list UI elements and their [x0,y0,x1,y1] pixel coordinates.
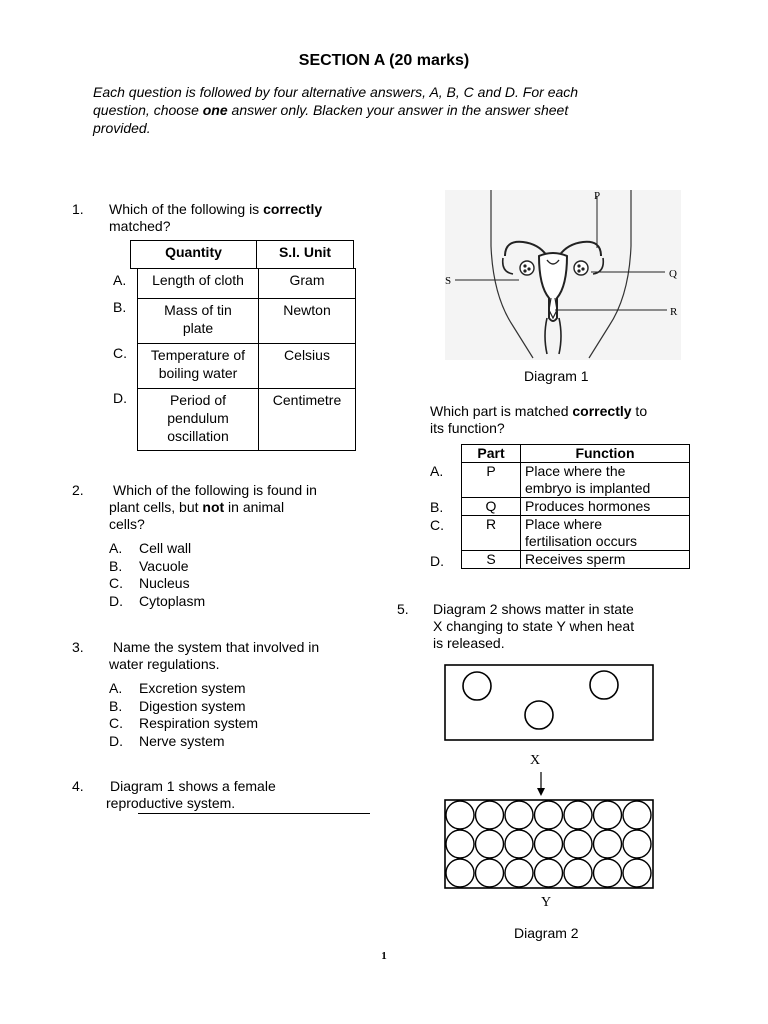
packed-particle [446,830,474,858]
q1-row-b-unit: Newton [259,299,356,344]
arrow-head [537,788,545,796]
particle [525,701,553,729]
q5-number: 5. [397,601,409,617]
q4-header-part: Part [462,445,521,463]
packed-particle [564,801,592,829]
q1-options-table [137,268,356,451]
q4-row-c: R Place where fertilisation occurs [462,516,690,551]
diagram-1-label-q: Q [669,268,677,280]
instructions [93,83,653,137]
q1-row-a-quantity: Length of cloth [138,269,259,299]
q1-row-a [138,269,356,299]
packed-particle [446,859,474,887]
diagram-1-caption: Diagram 1 [524,368,589,384]
q4-underline [138,813,370,814]
q4-row-a: P Place where the embryo is implanted [462,463,690,498]
packed-particle [623,830,651,858]
q3-option-b[interactable]: B. Digestion system [109,697,246,714]
q2-option-a[interactable]: A. Cell wall [109,540,192,556]
q1-row-c [138,344,356,389]
q2-number: 2. [72,482,84,498]
q1-row-d [138,389,356,451]
q4-letter-c: C. [430,517,444,533]
q1-letter-b: B. [113,299,127,315]
q1-row-c-unit: Celsius [259,344,356,389]
q4-question: Which part is matched correctly to its function? [430,403,648,436]
q3-stem: Name the system that involved in water regulations. [109,639,320,672]
q2-stem: Which of the following is found in plant cells, but not in animal cells? [109,482,317,532]
q4-letter-b: B. [430,499,444,515]
instructions-line-1: Each question is followed by four alternative answers, A, B, C and D. For each [93,84,579,100]
q5-stem: Diagram 2 shows matter in state X changing to state Y when heat is released. [433,601,635,651]
diagram-1-label-p: P [594,190,601,202]
packed-particle [535,801,563,829]
q4-letter-a: A. [430,463,444,479]
packed-particle [535,830,563,858]
diagram-1-reproductive-system [443,186,683,362]
q2-option-b[interactable]: B. Vacuole [109,557,189,574]
section-title: SECTION A (20 marks) [298,52,470,69]
q2-option-c[interactable]: C. Nucleus [109,575,190,591]
packed-particle [564,859,592,887]
packed-particle [594,859,622,887]
packed-particle [505,859,533,887]
packed-particle [505,801,533,829]
q3-option-a[interactable]: A. Excretion system [109,680,246,696]
packed-particle [594,801,622,829]
q2-options [109,540,205,610]
q3-options [109,680,258,750]
diagram-2-caption: Diagram 2 [514,925,579,941]
packed-particle [476,801,504,829]
packed-particle [594,830,622,858]
diagram-1-label-s: S [445,275,452,287]
particle [463,672,491,700]
packed-particle [505,830,533,858]
label-y: Y [541,895,552,910]
instructions-line-3: provided. [93,120,151,136]
instructions-line-2: question, choose one answer only. Blacken your answer in the answer sheet [93,102,569,118]
q4-number: 4. [72,778,84,794]
q1-row-b-quantity: Mass of tin plate [138,299,259,344]
q4-row-d: S Receives sperm [462,551,690,569]
label-x: X [530,753,541,768]
q1-number: 1. [72,201,84,217]
q2-option-d[interactable]: D. Cytoplasm [109,592,206,609]
packed-particle [476,830,504,858]
packed-particle [535,859,563,887]
packed-particle [623,801,651,829]
q1-letter-c: C. [113,345,127,361]
q4-stem: Diagram 1 shows a female reproductive system. [106,778,276,811]
packed-particle [476,859,504,887]
q1-header-unit: S.I. Unit [257,241,354,269]
q1-row-d-quantity: Period of pendulum oscillation [138,389,259,451]
q4-letter-d: D. [430,553,444,569]
diagram-1-label-r: R [670,306,678,318]
q3-option-c[interactable]: C. Respiration system [109,715,259,731]
q1-stem: Which of the following is correctly matched? [109,201,323,234]
page-number: 1 [381,950,387,962]
particle [590,671,618,699]
q3-number: 3. [72,639,84,655]
packed-particle [446,801,474,829]
q1-row-d-unit: Centimetre [259,389,356,451]
q4-table [461,444,690,569]
q1-row-c-quantity: Temperature of boiling water [138,344,259,389]
q4-header-function: Function [521,445,690,463]
q1-letter-d: D. [113,390,127,406]
q1-table [130,240,354,269]
q1-letter-a: A. [113,272,127,288]
q4-row-b: Q Produces hormones [462,498,690,516]
q1-row-a-unit: Gram [259,269,356,299]
packed-particle [623,859,651,887]
packed-particle [564,830,592,858]
diagram-2-states-of-matter [440,660,660,920]
q3-option-d[interactable]: D. Nerve system [109,732,225,749]
q1-row-b [138,299,356,344]
q1-header-quantity: Quantity [131,241,257,269]
